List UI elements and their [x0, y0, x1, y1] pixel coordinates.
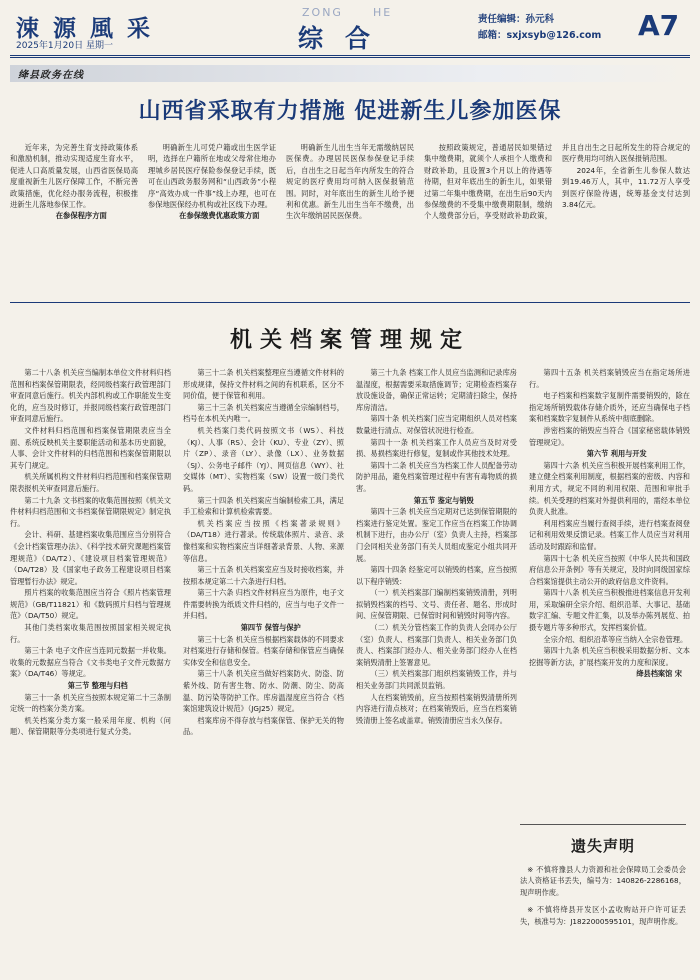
article2-paragraph: 利用档案应当履行查阅手续，进行档案查阅登记和利用效果反馈记录。档案工作人员应当对利用活动及时跟踪和监督。 [529, 518, 690, 551]
article2-paragraph: 人在档案销毁前，应当按照档案销毁清册所列内容进行清点核对；在档案销毁后，应当在档案销毁清册上签名或盖章。销毁清册应当永久保存。 [356, 692, 517, 725]
notice-item: ※ 不慎将绛县开发区小孟收购站开户许可证丢失，核准号为：J1822000595101，现声明作废。 [520, 905, 686, 926]
article2-chapter-heading: 第三节 整理与归档 [67, 681, 128, 691]
column-head [10, 65, 690, 82]
lost-notice-box [520, 824, 686, 968]
article2-signature: 绛县档案馆 宋 [636, 669, 682, 679]
page-number: A7 [638, 9, 680, 42]
article2-paragraph: 照片档案的收集范围应当符合《照片档案管理规范》（GB/T11821）和《数码照片归档与管理规范》（DA/T50）规定。 [10, 588, 171, 621]
article2-paragraph: 第四十七条 机关应当按照《中华人民共和国政府信息公开条例》等有关规定，及时向同级国家综合档案馆提供主动公开的政府信息文件资料。 [529, 553, 690, 586]
issue-date: 2025年1月20日 星期一 [16, 41, 113, 51]
article2-paragraph: 文件材料归档范围和档案保管期限表应当全面、系统反映机关主要职能活动和基本历史面貌，人事、会计文件材料的归档范围和档案保管期限以其专门规定。 [10, 425, 171, 470]
article2-paragraph: 第三十五条 机关档案室应当及时接收档案，并按照本规定第二十六条进行归档。 [183, 565, 344, 586]
notice-item: ※ 不慎将豫县人力资源和社会保障局工会委员会法人资格证书丢失，编号为：140826-2286168，现声明作废。 [520, 865, 686, 897]
article2-paragraph: 机关档案门类代码按照文书（WS）、科技（KJ）、人事（RS）、会计（KU）、专业（ZY）、照片（ZP）、录音（LY）、录像（LX）、业务数据（SJ）、公务电子邮件（YJ）、网页信息（WY）、社交媒体（MT）、实物档案（SW）设置一级门类代码。 [183, 425, 344, 493]
article2-paragraph: 第四十二条 机关应当为档案工作人员配备劳动防护用品，避免档案管理过程中有害有毒物质的损害。 [356, 460, 517, 493]
article2-paragraph: 其他门类档案收集范围按照国家相关规定执行。 [10, 623, 171, 644]
masthead [10, 6, 690, 58]
article1-title: 山西省采取有力措施 促进新生儿参加医保 [138, 98, 562, 124]
article2-paragraph: 第二十八条 机关应当编制本单位文件材料归档范围和档案保管期限表，经同级档案行政管理部门审查同意后施行。机关内部机构或工作职能发生变化的，应当及时修订，并报同级档案行政管理部门审查同意后施行。 [10, 368, 171, 424]
article2-title: 机关档案管理规定 [229, 327, 470, 353]
article2-chapter-heading: 第四节 保管与保护 [240, 623, 301, 633]
article2-paragraph: 第四十九条 机关应当积极采用数据分析、文本挖掘等新方法，扩展档案开发的力度和深度。 [529, 646, 690, 667]
article2-paragraph: 第四十条 机关档案门应当定期组织人员对档案数量进行清点、对保管状况进行检查。 [356, 414, 517, 435]
article2-paragraph: （二）机关分管档案工作的负责人会同办公厅（室）负责人、档案部门负责人、相关业务部门负责人、档案部门经办人、相关业务部门经办人在档案销毁清册上签署意见。 [356, 623, 517, 667]
article2-paragraph: 第四十三条 机关应当定期对已达到保管期限的档案进行鉴定处置。鉴定工作应当在档案工作协调机制下进行，由办公厅（室）负责人主持，档案部门会同相关业务部门有关人员组成鉴定小组共同开展。 [356, 507, 517, 563]
article2-paragraph: 第三十四条 机关档案应当编制检索工具，满足手工检索和计算机检索需要。 [183, 495, 344, 517]
article1-paragraph: 近年来，为完善生育支持政策体系和激励机制，推动实现适度生育水平，促进人口高质量发展，山西省医保局高度重视新生儿医疗保障工作，不断完善政策措施，优化经办服务流程，积极推进新生儿落地参保工作。 [10, 143, 138, 210]
article1-subheading: 在参保程序方面 [55, 211, 107, 221]
article2-paragraph: 会计、科研、基建档案收集范围应当分别符合《会计档案管理办法》、《科学技术研究课题档案管理规范》（DA/T2）、《建设项目档案管理规范》（DA/T28）及《国家电子政务工程建设项目档案管理暂行办法》规定。 [10, 530, 171, 586]
article2-paragraph: 第二十九条 文书档案的收集范围按照《机关文件材料归档范围和文书档案保管期限规定》制定执行。 [10, 495, 171, 528]
article2-paragraph: 第三十二条 机关档案整理应当遵循文件材料的形成规律，保持文件材料之间的有机联系，区分不同价值，便于保管和利用。 [183, 368, 344, 401]
article1-paragraph: 2024年，全省新生儿参保人数达到19.46万人，其中，11.72万人享受到医疗保险待遇，统筹基金支付达到3.84亿元。 [562, 165, 690, 210]
notice-title: 遗失声明 [570, 837, 635, 855]
article2-paragraph: 电子档案和档案数字复制件需要销毁的，除在指定场所销毁载体存储介质外，还应当确保电子档案和档案数字复制件从系统中彻底删除。 [529, 391, 690, 424]
article2-paragraph: 第四十四条 经鉴定可以销毁的档案，应当按照以下程序销毁： [356, 565, 517, 586]
article2-paragraph: 第三十八条 机关应当做好档案防火、防盗、防紫外线、防有害生物、防水、防潮、防尘、防高温、防污染等防护工作。库房温湿度应当符合《档案馆建筑设计规范》（JGJ25）规定。 [183, 669, 344, 714]
article2-paragraph: 第三十六条 归档文件材料应当为原件，电子文件需要转换为纸质文件归档的，应当与电子文件一并归档。 [183, 588, 344, 621]
editor-info [478, 12, 601, 44]
article2-chapter-heading: 第六节 利用与开发 [586, 449, 647, 459]
article2-paragraph: 第四十五条 机关档案销毁应当在指定场所进行。 [529, 368, 690, 389]
article2-paragraph: 第三十七条 机关应当根据档案载体的不同要求对档案进行存储和保管。档案存储和保管应当确保实体安全和信息安全。 [183, 634, 344, 667]
article2-paragraph: 第四十六条 机关应当积极开展档案利用工作，建立健全档案利用制度，根据档案的密级、内容和利用方式，规定不同的利用权限、范围和审批手续。机关受理的档案对外提供利用的，需经本单位负责人批准。 [529, 460, 690, 517]
article2-paragraph: 档案库房不得存放与档案保管、保护无关的物品。 [183, 715, 344, 737]
editor-email: 邮箱：sxjxsyb@126.com [478, 30, 602, 41]
article2-paragraph: （三）机关档案部门组织档案销毁工作，并与相关业务部门共同派员监销。 [356, 669, 517, 691]
article2-paragraph: 第三十一条 机关应当按照本规定第二十三条制定统一的档案分类方案。 [10, 692, 171, 714]
article2-paragraph: 第三十三条 机关档案应当遵循全宗编制档号，档号在本机关内唯一。 [183, 402, 344, 424]
article2-paragraph: 第三十条 电子文件应当连同元数据一并收集。收集的元数据应当符合《文书类电子文件元数据方案》（DA/T46）等规定。 [10, 646, 171, 679]
section-title: 综合 [298, 24, 393, 53]
article2-paragraph: 第四十一条 机关档案工作人员应当及时对受损、易损档案进行修复，复制或作其他技术处理。 [356, 437, 517, 459]
article1-subheading: 在参保缴费优惠政策方面 [179, 211, 260, 221]
article2-paragraph: 涉密档案的销毁应当符合《国家秘密载体销毁管理规定》。 [529, 425, 690, 447]
newspaper-logo: 涑 源 風 采 [16, 15, 154, 42]
article1-paragraph: 按照政策规定，普通居民如果错过集中缴费期，就须个人承担个人缴费和财政补助，且设置3个月以上的待遇等待期，但对年底出生的新生儿，如果错过第二年集中缴费期，在出生后90天内参保缴费的不受集中缴费期限制，缴纳个人缴费部分后，享受财政补助政策，并且自出生之日起所发生的符合规定的医疗费用均可纳入医保报销范围。 [424, 143, 690, 221]
article2-paragraph: 机关所属机构文件材料归档范围和档案保管期限表报机关审查同意后施行。 [10, 472, 171, 493]
article1-paragraph: 明确新生儿出生当年无需缴纳居民医保费。办理居民医保参保登记手续后，自出生之日起当年内所发生的符合规定的医疗费用均可纳入医保报销范围。同时，对年底出生的新生儿给予便利和优惠。新生儿出生当年不缴费，出生次年缴纳居民医保费。 [286, 143, 414, 221]
article2-paragraph: 第四十八条 机关应当积极推进档案信息开发利用，采取编研全宗介绍、组织沿革、大事记、基础数字汇编、专题文件汇集，以及举办陈列展览、拍摄专题片等多种形式，发挥档案价值。 [529, 588, 690, 633]
column-head-label: 绛县政务在线 [18, 70, 84, 81]
article2-paragraph: 机关档案分类方案一般采用年度、机构（问题）、保管期限等分类项进行复式分类。 [10, 715, 171, 737]
article2-paragraph: 全宗介绍、组织沿革等应当纳入全宗卷管理。 [543, 634, 688, 644]
article2-paragraph: 第三十九条 档案工作人员应当监测和记录库房温湿度，根据需要采取措施调节；定期检查档案存放设施设备，确保正常运转；定期清扫除尘，保持库房清洁。 [356, 368, 517, 412]
article2-paragraph: 机关档案应当按照《档案著录规则》（DA/T18）进行著录。传统载体照片、录音、录像档案和实物档案应当详细著录背景、人物、来源等信息。 [183, 518, 344, 563]
article-separator [10, 302, 690, 303]
editor-name: 责任编辑：孙元科 [478, 14, 555, 25]
article2-chapter-heading: 第五节 鉴定与销毁 [413, 495, 474, 505]
pinyin-right: HE [372, 6, 393, 19]
article2-paragraph: （一）机关档案部门编制档案销毁清册，列明拟销毁档案的档号、文号、责任者、题名、形成时间、应保管期限、已保管时间和销毁时间等内容。 [356, 588, 517, 621]
article1-paragraph: 明确新生儿可凭户籍或出生医学证明，选择在户籍所在地或父母常住地办理城乡居民医疗保险参保登记手续，既可在山西政务服务网和“山西政务”小程序“高效办成一件事”线上办理，也可在参保地医保经办机构或社区线下办理。 [148, 143, 276, 210]
pinyin-left: ZONG [302, 6, 343, 19]
section-pinyin [302, 6, 392, 19]
article1-body [10, 142, 690, 294]
